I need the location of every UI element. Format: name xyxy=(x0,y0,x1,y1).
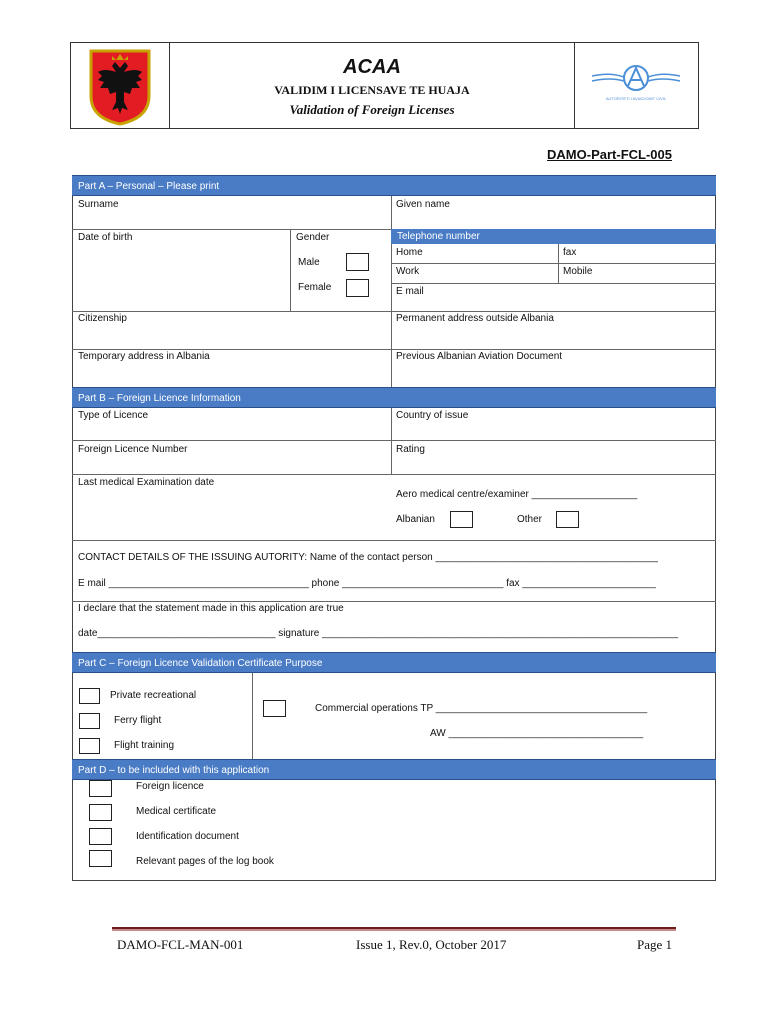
section-b-header: Part B – Foreign Licence Information xyxy=(72,387,716,408)
identification-document-label: Identification document xyxy=(136,831,239,842)
telephone-header: Telephone number xyxy=(391,229,716,244)
previous-document-field[interactable]: Previous Albanian Aviation Document xyxy=(396,351,563,362)
ferry-flight-label: Ferry flight xyxy=(114,715,162,726)
temporary-address-field[interactable]: Temporary address in Albania xyxy=(78,351,210,362)
contact-person-field[interactable]: CONTACT DETAILS OF THE ISSUING AUTORITY: Name of the contact person ________________________________________ xyxy=(78,552,658,563)
footer-rule xyxy=(112,927,676,931)
work-phone-field[interactable]: Work xyxy=(396,266,420,277)
row-divider xyxy=(72,311,716,312)
footer-manual-ref: DAMO-FCL-MAN-001 xyxy=(117,937,244,952)
date-signature-field[interactable]: date________________________________ signature ________________________________________________________________ xyxy=(78,628,679,639)
column-divider xyxy=(391,408,392,474)
rating-field[interactable]: Rating xyxy=(396,444,425,455)
section-c-header: Part C – Foreign Licence Validation Certificate Purpose xyxy=(72,652,716,673)
foreign-licence-label: Foreign licence xyxy=(136,781,204,792)
albanian-checkbox[interactable] xyxy=(450,511,473,528)
org-title: ACAA xyxy=(343,56,401,78)
male-checkbox[interactable] xyxy=(346,253,369,271)
identification-document-checkbox[interactable] xyxy=(89,828,112,845)
country-of-issue-field[interactable]: Country of issue xyxy=(396,410,469,421)
flight-training-label: Flight training xyxy=(114,740,175,751)
log-book-pages-label: Relevant pages of the log book xyxy=(136,856,274,867)
email-field[interactable]: E mail xyxy=(396,286,424,297)
column-divider xyxy=(252,673,253,759)
surname-field[interactable]: Surname xyxy=(78,199,119,210)
row-divider xyxy=(391,263,716,264)
row-divider xyxy=(72,540,716,541)
mobile-field[interactable]: Mobile xyxy=(563,266,593,277)
footer-issue: Issue 1, Rev.0, October 2017 xyxy=(356,937,507,952)
row-divider xyxy=(72,601,716,602)
licence-number-field[interactable]: Foreign Licence Number xyxy=(78,444,188,455)
medical-certificate-checkbox[interactable] xyxy=(89,804,112,821)
flight-training-checkbox[interactable] xyxy=(79,738,100,754)
albanian-label: Albanian xyxy=(396,514,435,525)
aw-field[interactable]: AW ___________________________________ xyxy=(430,728,644,739)
other-label: Other xyxy=(517,514,543,525)
permanent-address-field[interactable]: Permanent address outside Albania xyxy=(396,313,554,324)
logo-caption: AUTORITETI I AVIACIONIT CIVIL xyxy=(605,96,667,101)
foreign-licence-checkbox[interactable] xyxy=(89,780,112,797)
male-label: Male xyxy=(298,257,320,268)
citizenship-field[interactable]: Citizenship xyxy=(78,313,127,324)
footer-page-number: Page 1 xyxy=(637,937,673,952)
row-divider xyxy=(72,440,716,441)
given-name-field[interactable]: Given name xyxy=(396,199,450,210)
medical-certificate-label: Medical certificate xyxy=(136,806,217,817)
row-divider xyxy=(72,349,716,350)
fax-field[interactable]: fax xyxy=(563,247,577,258)
gender-label: Gender xyxy=(296,232,330,243)
column-divider xyxy=(290,229,291,311)
commercial-operations-checkbox[interactable] xyxy=(263,700,286,717)
header-divider xyxy=(574,42,575,129)
private-recreational-label: Private recreational xyxy=(110,690,197,701)
date-of-birth-field[interactable]: Date of birth xyxy=(78,232,133,243)
commercial-operations-field[interactable]: Commercial operations TP ______________________________________ xyxy=(315,703,648,714)
row-divider xyxy=(72,474,716,475)
albania-emblem-icon xyxy=(88,48,152,126)
log-book-pages-checkbox[interactable] xyxy=(89,850,112,867)
section-a-header: Part A – Personal – Please print xyxy=(72,175,716,196)
other-checkbox[interactable] xyxy=(556,511,579,528)
medical-date-field[interactable]: Last medical Examination date xyxy=(78,477,215,488)
contact-email-phone-fax[interactable]: E mail ____________________________________ phone _____________________________ fax ________________________ xyxy=(78,578,656,589)
licence-type-field[interactable]: Type of Licence xyxy=(78,410,149,421)
row-divider xyxy=(391,283,716,284)
female-label: Female xyxy=(298,282,332,293)
title-albanian: VALIDIM I LICENSAVE TE HUAJA xyxy=(274,83,470,97)
document-reference: DAMO-Part-FCL-005 xyxy=(547,147,672,162)
ferry-flight-checkbox[interactable] xyxy=(79,713,100,729)
declaration-text: I declare that the statement made in this application are true xyxy=(78,603,344,614)
section-d-header: Part D – to be included with this application xyxy=(72,759,716,780)
column-divider xyxy=(558,244,559,284)
aero-medical-field[interactable]: Aero medical centre/examiner ___________________ xyxy=(396,489,638,500)
home-phone-field[interactable]: Home xyxy=(396,247,423,258)
title-english: Validation of Foreign Licenses xyxy=(289,102,455,117)
column-divider xyxy=(391,196,392,387)
private-recreational-checkbox[interactable] xyxy=(79,688,100,704)
female-checkbox[interactable] xyxy=(346,279,369,297)
